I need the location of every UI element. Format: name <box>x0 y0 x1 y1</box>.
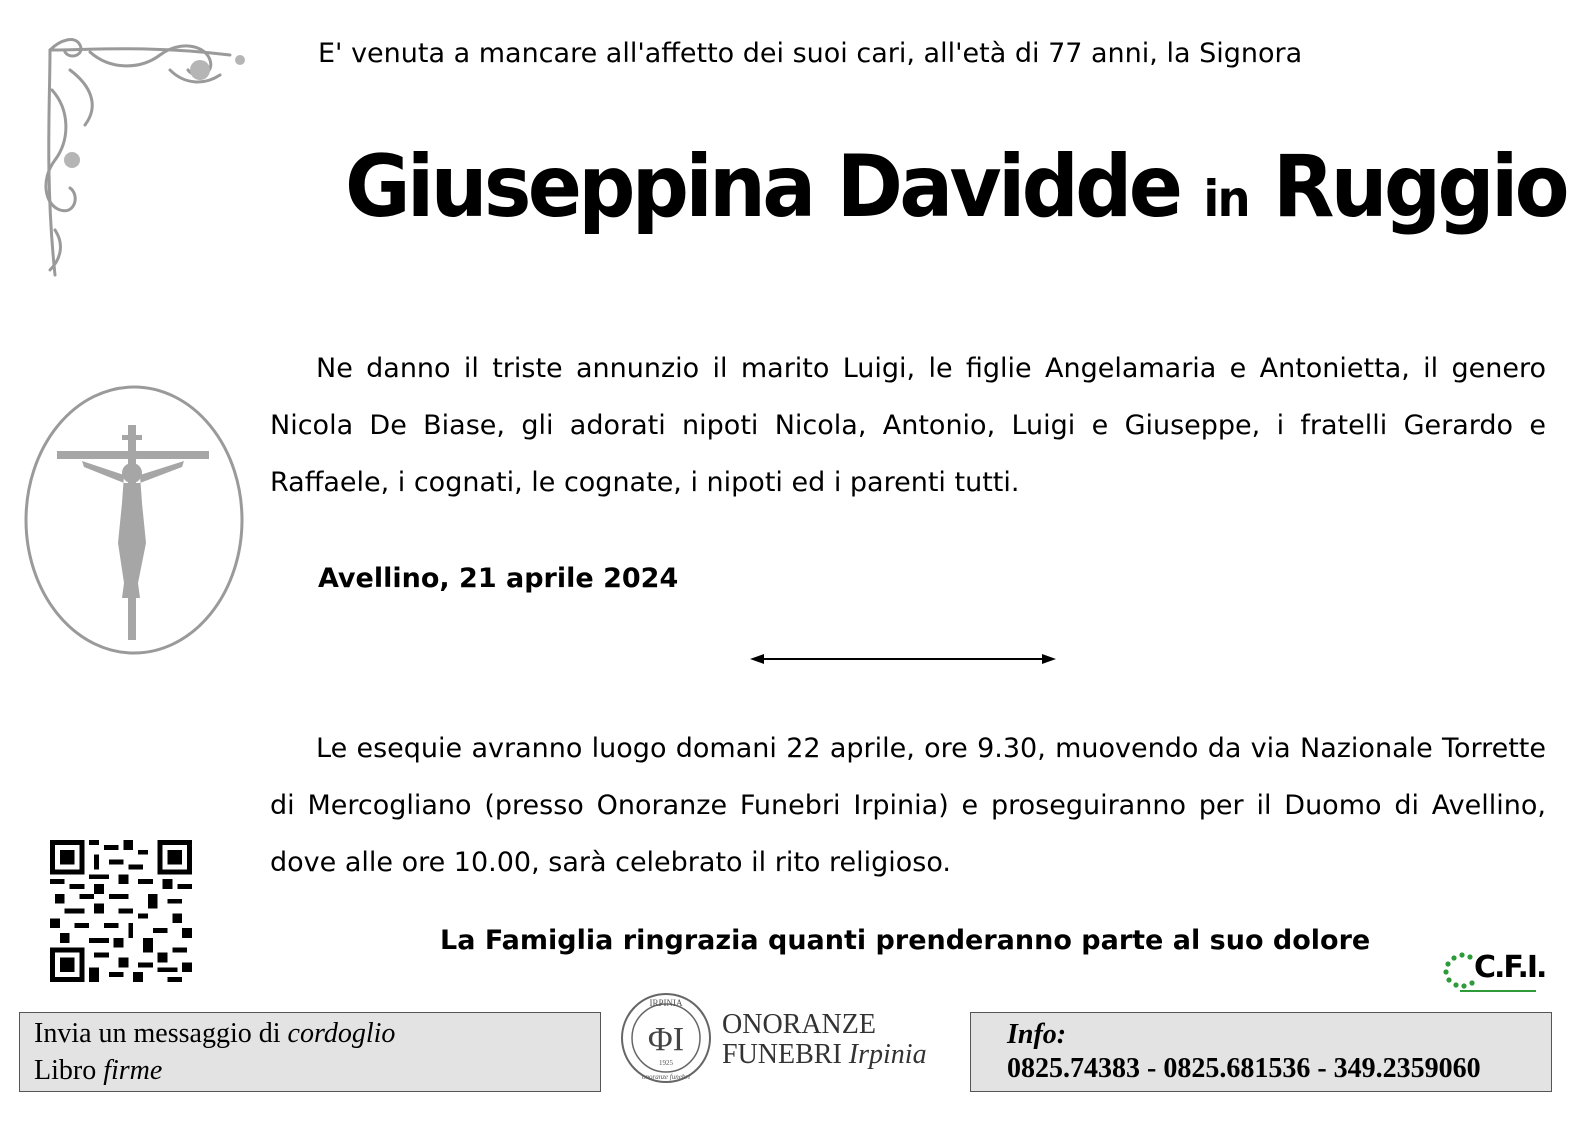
guestbook-em: firme <box>103 1055 163 1086</box>
corner-ornament <box>30 30 245 285</box>
seal-top-text: IRPINIA <box>649 998 683 1008</box>
place-date: Avellino, 21 aprile 2024 <box>318 563 679 594</box>
crucifix-icon <box>22 383 246 657</box>
name-in: in <box>1203 170 1249 228</box>
info-box <box>970 1012 1552 1092</box>
funeral-home-name <box>722 1010 927 1070</box>
qr-code[interactable] <box>48 840 194 982</box>
cfi-text: C.F.I. <box>1474 950 1546 985</box>
funeral-home-line2-prefix: FUNEBRI <box>722 1039 842 1070</box>
funeral-home-seal <box>618 990 714 1086</box>
guestbook-label: Libro <box>34 1055 97 1086</box>
info-label: Info: <box>1007 1019 1067 1050</box>
announcement-paragraph: Ne danno il triste annunzio il marito Luigi, le figlie Angelamaria e Antonietta, il genero Nicola De Biase, gli adorati nipoti Nicola, Antonio, Luigi e Giuseppe, i fratelli Gerardo e Raffaele, i cognati, le cognate, i nipoti ed i parenti tutti. <box>270 353 1546 498</box>
send-message-link[interactable] <box>34 1018 395 1050</box>
double-arrow-divider <box>748 650 1058 668</box>
intro-text: E' venuta a mancare all'affetto dei suoi cari, all'età di 77 anni, la Signora <box>318 38 1303 69</box>
deceased-name <box>345 137 1566 237</box>
funeral-paragraph: Le esequie avranno luogo domani 22 aprile, ore 9.30, muovendo da via Nazionale Torrette di Mercogliano (presso Onoranze Funebri Irpinia) e proseguiranno per il Duomo di Avellino, dove alle ore 10.00, sarà celebrato il rito religioso. <box>270 733 1546 878</box>
phone-numbers[interactable]: 0825.74383 - 0825.681536 - 349.2359060 <box>1007 1053 1481 1084</box>
funeral-home-line1: ONORANZE <box>722 1009 876 1040</box>
svg-text:ΦΙ: ΦΙ <box>647 1021 685 1058</box>
condolence-message-box[interactable] <box>19 1012 601 1092</box>
thanks-text: La Famiglia ringrazia quanti prenderanno parte al suo dolore <box>440 925 1371 956</box>
cfi-logo <box>1440 950 1546 1000</box>
funeral-home-line2 <box>722 1040 927 1070</box>
guestbook-link[interactable] <box>34 1055 162 1087</box>
send-message-label: Invia un messaggio di <box>34 1018 281 1049</box>
seal-year: 1925 <box>659 1059 673 1067</box>
funeral-home-line2-em: Irpinia <box>848 1039 927 1070</box>
seal-bottom-text: onoranze funebri <box>641 1073 691 1081</box>
name-last: Ruggio <box>1272 137 1566 237</box>
send-message-em: cordoglio <box>287 1018 396 1049</box>
name-first: Giuseppina Davidde <box>345 137 1180 237</box>
